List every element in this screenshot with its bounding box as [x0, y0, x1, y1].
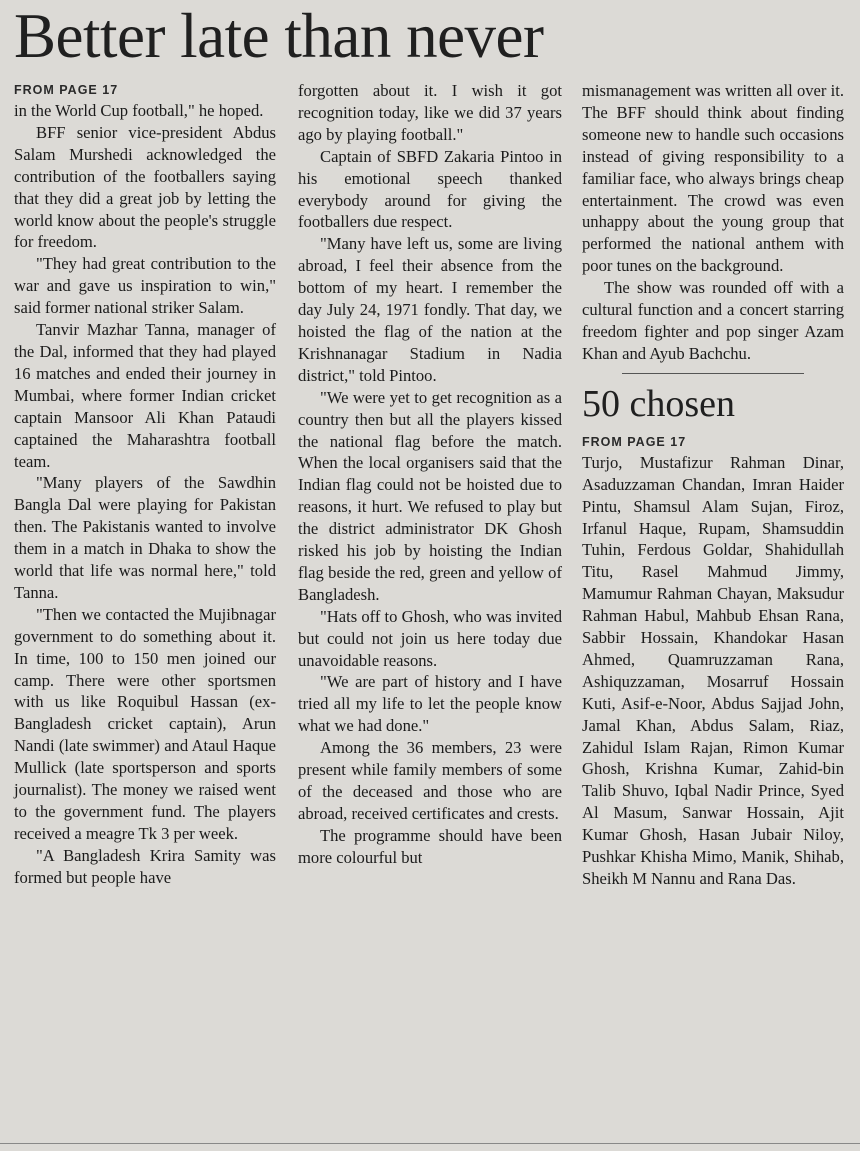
- paragraph: "We were yet to get recognition as a country then but all the players kissed the national flag before the match. When the local organisers said that the Indian flag could not be hoisted due to reasons, it hurt. We refused to play but the district administrator DK Ghosh risked his job by hoisting the Indian flag beside the red, green and yellow of Bangladesh.: [298, 387, 562, 604]
- subheadline: 50 chosen: [582, 382, 736, 425]
- paragraph: "Hats off to Ghosh, who was invited but could not join us here today due unavoidable reasons.: [298, 606, 562, 670]
- continued-from-label: FROM PAGE 17: [582, 434, 687, 449]
- paragraph: The show was rounded off with a cultural function and a concert starring freedom fighter and pop singer Azam Khan and Ayub Bachchu.: [582, 278, 844, 363]
- names-list: Turjo, Mustafizur Rahman Dinar, Asaduzzaman Chandan, Imran Haider Pintu, Shamsul Alam Sujan, Firoz, Irfanul Haque, Rupam, Shamsuddin Tuhin, Ferdous Goldar, Shahidullah Titu, Rasel Mahmud Jimmy, Mamumur Rahman Chayan, Maksudur Rahman Habul, Mahbub Ehsan Rana, Sabbir Hossain, Khandokar Hasan Ahmed, Quamruzzaman Rana, Ashiquzzaman, Mosarruf Hossain Kuti, Asif-e-Noor, Abdus Sajjad John, Jamal Khan, Abdus Salam, Riaz, Zahidul Islam Rajan, Rimon Kumar Ghosh, Krishna Kumar, Zahid-bin Talib Shuvo, Iqbal Nadir Prince, Syed Al Masum, Sanwar Hossain, Ajit Kumar Ghosh, Hasan Jubair Niloy, Pushkar Khisha Mimo, Manik, Shihab, Sheikh M Nannu and Rana Das.: [582, 452, 844, 888]
- headline: Better late than never: [14, 1, 544, 71]
- paragraph: BFF senior vice-president Abdus Salam Murshedi acknowledged the contribution of the footballers saying that they did a great job by letting the world know about the people's struggle for freedom.: [14, 122, 276, 252]
- continued-from-label: FROM PAGE 17: [14, 83, 119, 97]
- paragraph: "A Bangladesh Krira Samity was formed but people have: [14, 845, 276, 887]
- paragraph: forgotten about it. I wish it got recognition today, like we did 37 years ago by playing football.": [298, 81, 562, 144]
- bottom-border: [0, 1143, 860, 1144]
- paragraph: "They had great contribution to the war and gave us inspiration to win," said former national striker Salam.: [14, 254, 276, 318]
- column-2: [298, 80, 562, 869]
- paragraph: mismanagement was written all over it. The BFF should think about finding someone new to handle such occasions instead of giving responsibility to a familiar face, who always brings cheap entertainment. The crowd was even unhappy about the young group that performed the national anthem with poor tunes on the background.: [582, 81, 844, 276]
- column-1: [14, 80, 276, 889]
- paragraph: The programme should have been more colourful but: [298, 825, 562, 867]
- paragraph: Captain of SBFD Zakaria Pintoo in his emotional speech thanked everybody around for giving the footballers due respect.: [298, 146, 562, 232]
- paragraph: "Then we contacted the Mujibnagar government to do something about it. In time, 100 to 150 men joined our camp. There were other sportsmen with us like Roquibul Hassan (ex-Bangladesh cricket captain), Arun Nandi (late swimmer) and Ataul Haque Mullick (late sportsperson and sports journalist). The money we raised went to the government fund. The players received a meagre Tk 3 per week.: [14, 604, 276, 843]
- paragraph: "Many players of the Sawdhin Bangla Dal were playing for Pakistan then. The Pakistanis wanted to involve them in a match in Dhaka to show the world that life was normal here," told Tanna.: [14, 473, 276, 602]
- paragraph: Among the 36 members, 23 were present while family members of some of the deceased and those who are abroad, received certificates and crests.: [298, 738, 562, 823]
- section-divider: [622, 373, 804, 374]
- column-3: [582, 80, 844, 890]
- paragraph: "Many have left us, some are living abroad, I feel their absence from the bottom of my heart. I remember the day July 24, 1971 fondly. That day, we hoisted the flag of the nation at the Krishnanagar Stadium in Nadia district," told Pintoo.: [298, 234, 562, 385]
- paragraph: in the World Cup football," he hoped.: [14, 101, 264, 120]
- paragraph: "We are part of history and I have tried all my life to let the people know what we had done.": [298, 672, 562, 736]
- paragraph: Tanvir Mazhar Tanna, manager of the Dal, informed that they had played 16 matches and ended their journey in Mumbai, where former Indian cricket captain Mansoor Ali Khan Pataudi captained the Maharashtra football team.: [14, 320, 276, 471]
